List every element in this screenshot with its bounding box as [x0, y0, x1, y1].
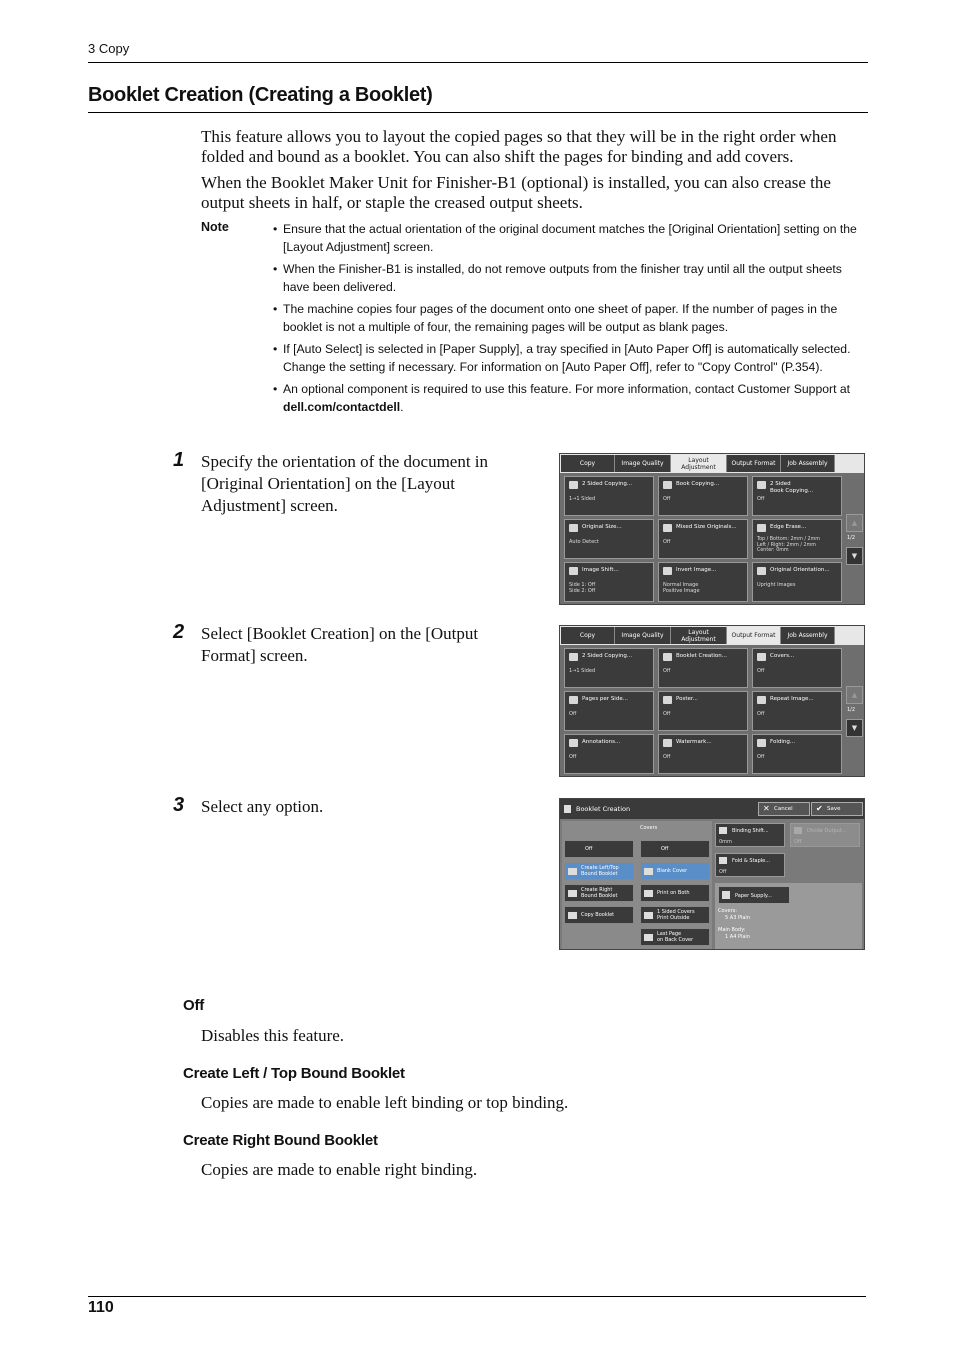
tab-copy[interactable]: Copy: [561, 455, 615, 472]
chapter-header: 3 Copy: [88, 41, 130, 56]
note-item: • An optional component is required to use this feature. For more information, contact Customer Support at dell.com/contactdell.: [273, 380, 869, 416]
covers-label: Covers: [640, 825, 658, 831]
page-indicator: 1/2: [847, 707, 856, 713]
booklet-creation-screenshot: [559, 798, 865, 950]
book-duplex-icon: [757, 481, 766, 489]
title-rule: [88, 112, 868, 113]
fold-staple-button[interactable]: Fold & Staple... Off: [715, 853, 785, 877]
option-description: Disables this feature.: [201, 1026, 345, 1045]
repeat-image-button[interactable]: Repeat Image... Off: [752, 691, 842, 731]
blank-cover-icon: [644, 868, 653, 875]
repeat-image-icon: [757, 696, 766, 704]
step-number: 3: [173, 794, 185, 816]
step-text: Select [Booklet Creation] on the [Output Format] screen.: [201, 624, 479, 665]
paper-info-panel: Paper Supply... Covers: 5 A3 Plain Main Body: 1 A4 Plain: [715, 883, 862, 949]
paper-supply-button[interactable]: Paper Supply...: [718, 886, 790, 904]
folding-icon: [757, 739, 766, 747]
tab-bar: [560, 626, 865, 645]
step-text: Specify the orientation of the document in [Original Orientation] on the [Layout Adjustment] screen.: [201, 452, 489, 515]
option-heading: Create Right Bound Booklet: [183, 1132, 378, 1149]
footer-rule: [88, 1296, 866, 1297]
create-right-bound-option[interactable]: Create Right Bound Booklet: [564, 884, 634, 902]
book-icon: [663, 481, 672, 489]
close-icon: ✕: [763, 804, 770, 813]
last-page-back-cover-option[interactable]: Last Page on Back Cover: [640, 928, 710, 946]
note-list: [273, 220, 869, 420]
one-sided-covers-option[interactable]: 1 Sided Covers Print Outside: [640, 906, 710, 924]
image-shift-button[interactable]: Image Shift... Side 1: Off Side 2: Off: [564, 562, 654, 602]
duplex-icon: [569, 653, 578, 661]
note-label: Note: [201, 220, 229, 234]
tab-output-format[interactable]: Output Format: [727, 455, 781, 472]
dialog-title-bar: Booklet Creation ✕ Cancel ✔ Save: [560, 799, 864, 819]
edge-erase-icon: [757, 524, 766, 532]
step-number: 1: [173, 449, 185, 471]
two-sided-book-copying-button[interactable]: 2 Sided Book Copying... Off: [752, 476, 842, 516]
image-shift-icon: [569, 567, 578, 575]
binding-shift-button[interactable]: Binding Shift... 0mm: [715, 823, 785, 847]
booklet-off-option[interactable]: Off: [564, 840, 634, 858]
note-item: • When the Finisher-B1 is installed, do not remove outputs from the finisher tray until all the output sheets have been delivered.: [273, 260, 869, 296]
book-copying-button[interactable]: Book Copying... Off: [658, 476, 748, 516]
note-item: • Ensure that the actual orientation of the original document matches the [Original Orientation] setting on the [Layout Adjustment] screen.: [273, 220, 869, 256]
intro-paragraph-2: When the Booklet Maker Unit for Finisher-B1 (optional) is installed, you can also crease the output sheets in half, or staple the creased output sheets.: [201, 173, 831, 212]
option-description: Copies are made to enable right binding.: [201, 1160, 478, 1179]
annotations-icon: [569, 739, 578, 747]
tab-layout-adjustment[interactable]: Layout Adjustment: [671, 455, 727, 472]
paper-tray-icon: [722, 891, 730, 899]
page-number: 110: [88, 1299, 114, 1316]
divide-output-icon: [794, 827, 802, 834]
covers-button[interactable]: Covers... Off: [752, 648, 842, 688]
tab-job-assembly[interactable]: Job Assembly: [781, 627, 835, 644]
pages-per-side-button[interactable]: Pages per Side... Off: [564, 691, 654, 731]
two-sided-copying-button[interactable]: 2 Sided Copying... 1→1 Sided: [564, 648, 654, 688]
original-size-icon: [569, 524, 578, 532]
watermark-icon: [663, 739, 672, 747]
poster-button[interactable]: Poster... Off: [658, 691, 748, 731]
note-item: • If [Auto Select] is selected in [Paper Supply], a tray specified in [Auto Paper Off] is automatically selected. Change the setting if necessary. For information on [Auto Paper Off], refer to "Copy Control" (P.354).: [273, 340, 869, 376]
copy-booklet-icon: [568, 912, 577, 919]
poster-icon: [663, 696, 672, 704]
scroll-down-icon[interactable]: ▼: [846, 719, 863, 737]
annotations-button[interactable]: Annotations... Off: [564, 734, 654, 774]
header-rule: [88, 62, 868, 63]
edge-erase-button[interactable]: Edge Erase... Top / Bottom: 2mm / 2mm Left / Right: 2mm / 2mm Center: 0mm: [752, 519, 842, 559]
tab-job-assembly[interactable]: Job Assembly: [781, 455, 835, 472]
page-indicator: 1/2: [847, 535, 856, 541]
tab-bar: [560, 454, 865, 473]
fold-staple-icon: [719, 857, 727, 864]
output-format-screenshot: [559, 625, 865, 777]
orientation-icon: [757, 567, 766, 575]
blank-cover-option[interactable]: Blank Cover: [640, 862, 710, 880]
tab-image-quality[interactable]: Image Quality: [615, 455, 671, 472]
create-left-top-bound-option[interactable]: Create Left/Top Bound Booklet: [564, 862, 634, 880]
tab-copy[interactable]: Copy: [561, 627, 615, 644]
booklet-creation-button[interactable]: Booklet Creation... Off: [658, 648, 748, 688]
original-size-button[interactable]: Original Size... Auto Detect: [564, 519, 654, 559]
duplex-icon: [569, 481, 578, 489]
one-sided-cover-icon: [644, 912, 653, 919]
binding-shift-icon: [719, 827, 727, 834]
booklet-icon: [564, 805, 571, 813]
print-on-both-option[interactable]: Print on Both: [640, 884, 710, 902]
mixed-size-icon: [663, 524, 672, 532]
cancel-button[interactable]: ✕ Cancel: [758, 802, 810, 816]
scroll-up-icon[interactable]: ▲: [846, 514, 863, 532]
option-heading: Create Left / Top Bound Booklet: [183, 1065, 405, 1082]
section-title: Booklet Creation (Creating a Booklet): [88, 84, 433, 106]
right-bound-icon: [568, 890, 577, 897]
tab-layout-adjustment[interactable]: Layout Adjustment: [671, 627, 727, 644]
print-both-icon: [644, 890, 653, 897]
scroll-down-icon[interactable]: ▼: [846, 547, 863, 565]
scroll-up-icon[interactable]: ▲: [846, 686, 863, 704]
save-button[interactable]: ✔ Save: [811, 802, 863, 816]
two-sided-copying-button[interactable]: 2 Sided Copying... 1→1 Sided: [564, 476, 654, 516]
option-heading: Off: [183, 997, 205, 1014]
watermark-button[interactable]: Watermark... Off: [658, 734, 748, 774]
covers-off-option[interactable]: Off: [640, 840, 710, 858]
original-orientation-button[interactable]: Original Orientation... Upright Images: [752, 562, 842, 602]
tab-image-quality[interactable]: Image Quality: [615, 627, 671, 644]
booklet-icon: [663, 653, 672, 661]
folding-button[interactable]: Folding... Off: [752, 734, 842, 774]
step-text: Select any option.: [201, 797, 324, 816]
invert-image-button[interactable]: Invert Image... Normal Image Positive Image: [658, 562, 748, 602]
tab-output-format[interactable]: Output Format: [727, 627, 781, 644]
intro-paragraph-1: This feature allows you to layout the copied pages so that they will be in the right order when folded and bound as a booklet. You can also shift the pages for binding and add covers.: [201, 127, 837, 166]
mixed-size-originals-button[interactable]: Mixed Size Originals... Off: [658, 519, 748, 559]
option-description: Copies are made to enable left binding or top binding.: [201, 1093, 569, 1112]
check-icon: ✔: [816, 804, 823, 813]
invert-image-icon: [663, 567, 672, 575]
back-cover-icon: [644, 934, 653, 941]
note-item: • The machine copies four pages of the document onto one sheet of paper. If the number of pages in the booklet is not a multiple of four, the remaining pages will be output as blank pages.: [273, 300, 869, 336]
divide-output-button[interactable]: Divide Output... Off: [790, 823, 860, 847]
step-number: 2: [173, 621, 185, 643]
layout-adjustment-screenshot: [559, 453, 865, 605]
copy-booklet-option[interactable]: Copy Booklet: [564, 906, 634, 924]
covers-icon: [757, 653, 766, 661]
pages-per-side-icon: [569, 696, 578, 704]
left-bound-icon: [568, 868, 577, 875]
contact-link[interactable]: dell.com/contactdell: [283, 400, 401, 414]
